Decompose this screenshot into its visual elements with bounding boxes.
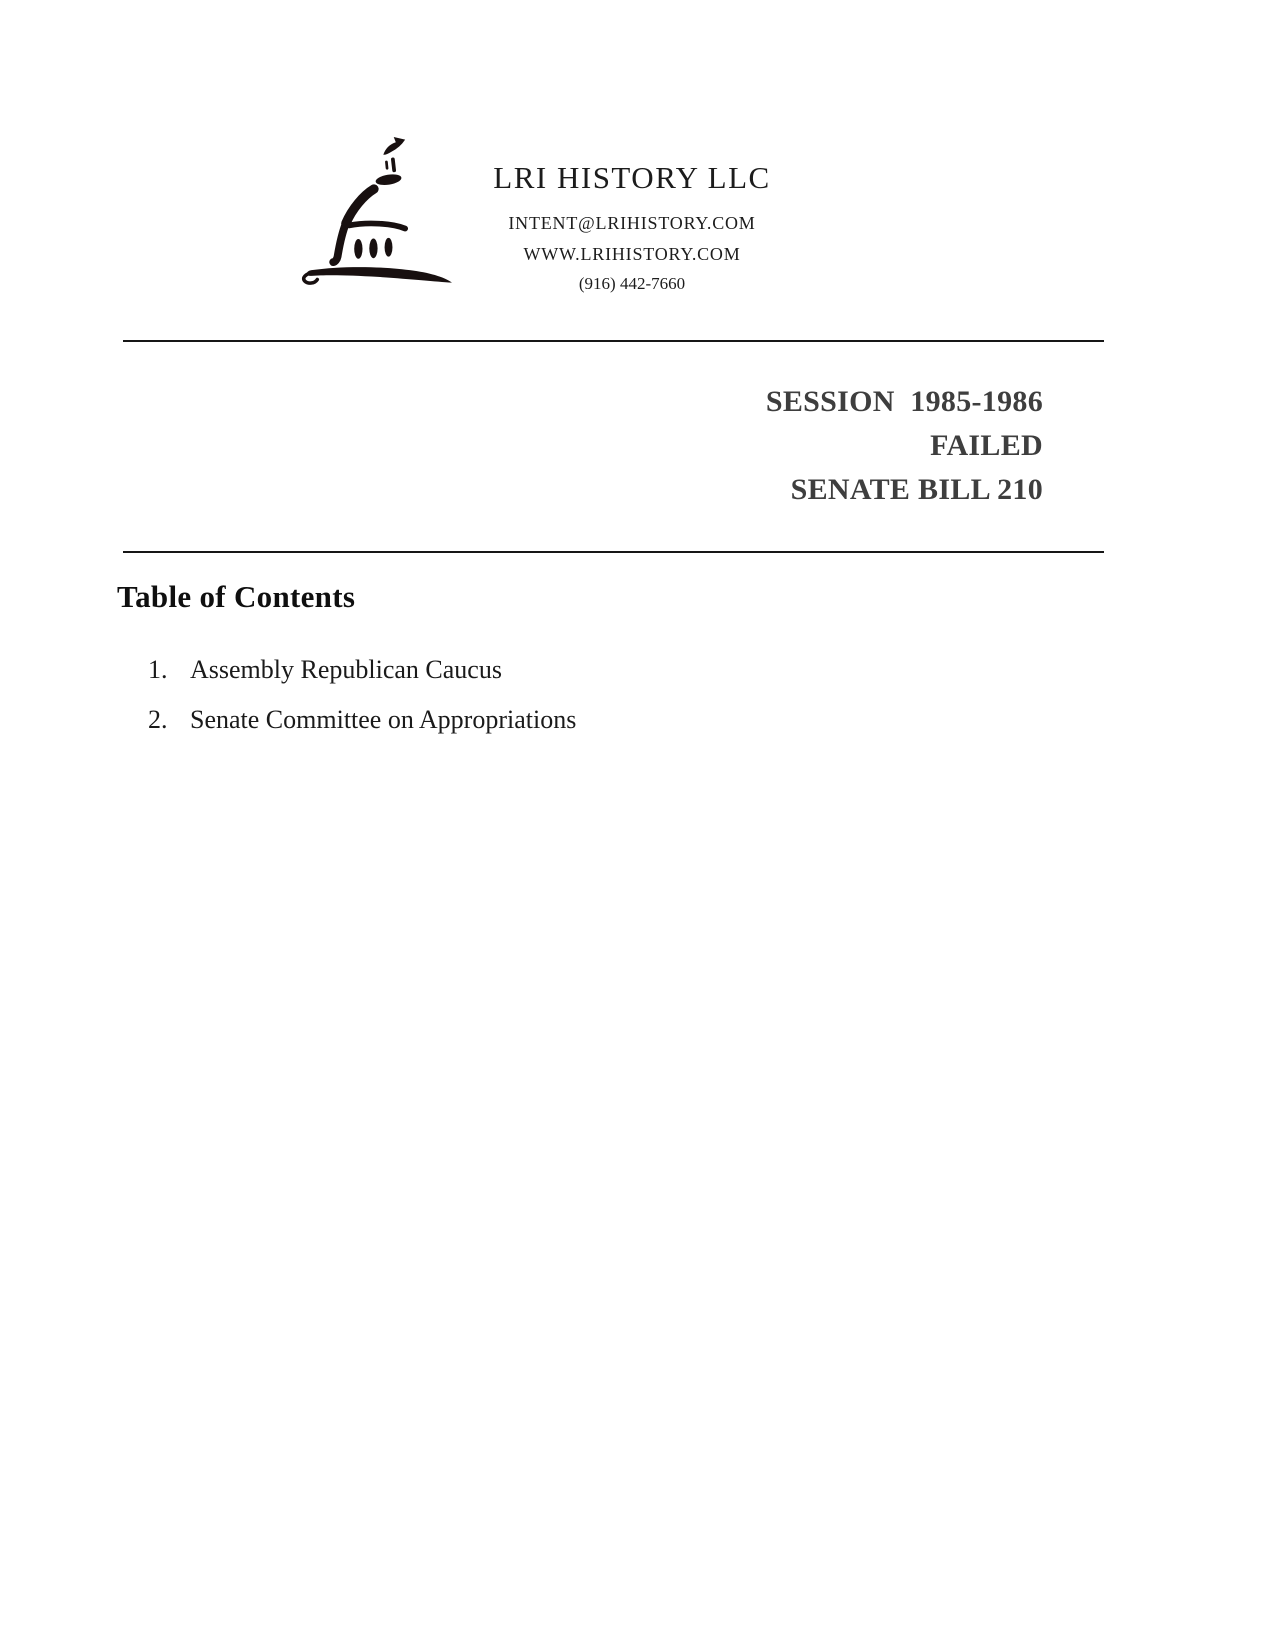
logo-tick-small [386,162,387,168]
toc-item-label: Senate Committee on Appropriations [190,705,577,734]
company-website: WWW.LRIHISTORY.COM [523,244,741,264]
session-block [123,380,1043,512]
toc-title: Table of Contents [117,579,356,614]
session-line-bill: SENATE BILL 210 [790,473,1043,506]
brand-block [452,158,812,297]
logo-ground-swoosh [307,267,452,283]
logo-dome-curve [346,189,374,223]
logo-base-bar [349,223,405,228]
logo-tick-large [393,159,394,170]
logo-left-wall [333,223,346,262]
session-line-status: FAILED [930,429,1043,462]
toc-item-number: 2. [148,705,168,734]
toc-item [148,652,576,688]
company-email: INTENT@LRIHISTORY.COM [508,213,756,233]
logo-column [369,238,377,258]
capitol-dome-logo-icon [297,136,453,292]
logo-column [354,239,362,259]
logo-lantern [375,173,402,187]
logo-flag [383,137,405,155]
toc-item [148,702,576,738]
company-phone: (916) 442-7660 [578,274,686,293]
logo-column [385,238,393,257]
session-line-session: SESSION 1985-1986 [765,385,1043,418]
horizontal-rule-top [123,340,1104,342]
company-name: LRI HISTORY LLC [493,160,771,195]
toc-list [148,652,576,752]
horizontal-rule-bottom [123,551,1104,553]
toc-item-label: Assembly Republican Caucus [190,655,502,684]
toc-item-number: 1. [148,655,168,684]
